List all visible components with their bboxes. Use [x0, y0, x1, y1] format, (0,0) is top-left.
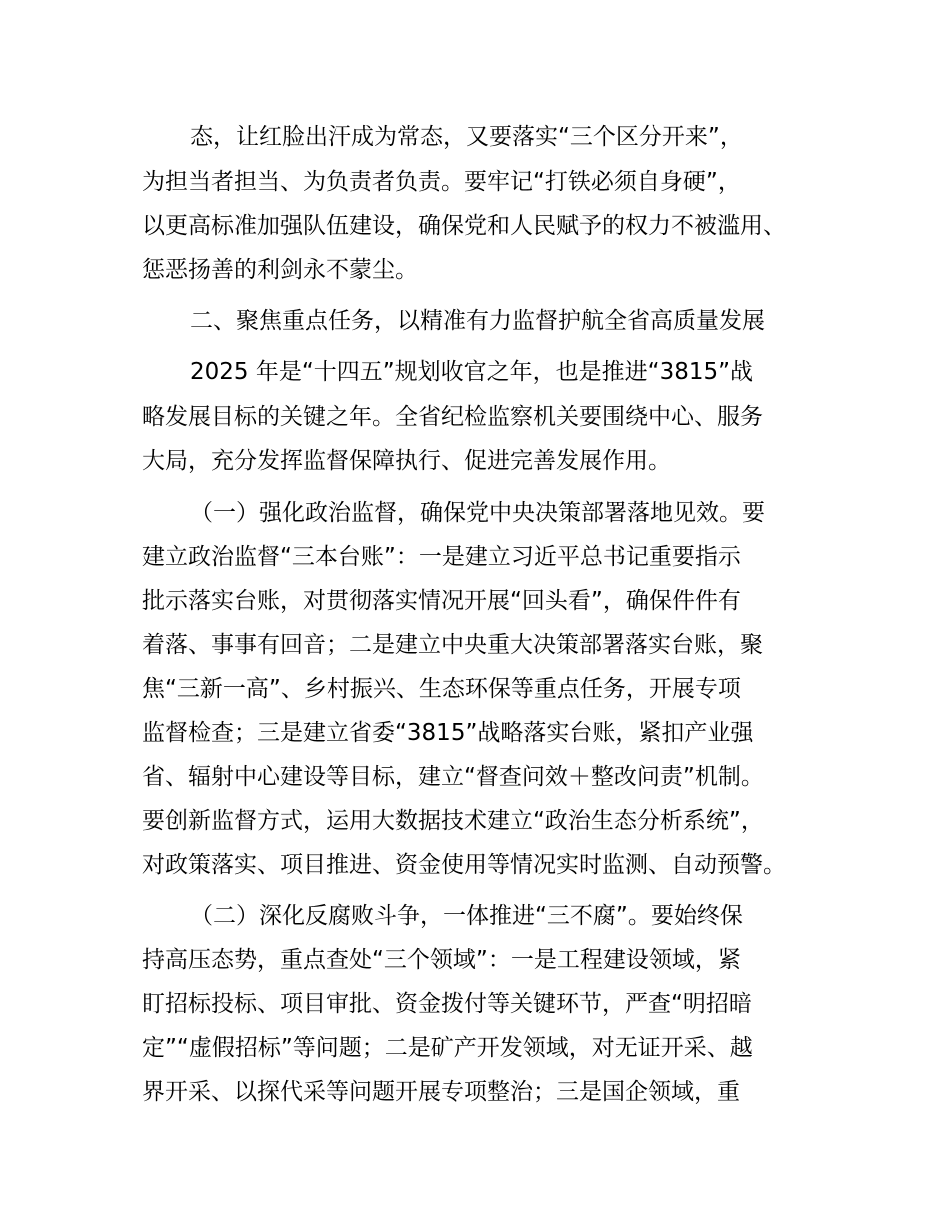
text-line-1: 态，让红脸出汗成为常态，又要落实“三个区分开来”，	[190, 124, 743, 150]
text-line-14: 监督检查；三是建立省委“3815”战略落实台账，紧扣产业强	[142, 720, 754, 746]
text-line-3: 以更高标准加强队伍建设，确保党和人民赋予的权力不被滥用、	[142, 213, 786, 239]
text-line-4: 惩恶扬善的利剑永不蒙尘。	[142, 257, 418, 283]
text-line-15: 省、辐射中心建设等目标，建立“督查问效＋整改问责”机制。	[142, 764, 764, 790]
text-line-6: 2025 年是“十四五”规划收官之年，也是推进“3815”战	[190, 359, 754, 385]
text-line-19: 持高压态势，重点查处“三个领域”：一是工程建设领域，紧	[142, 947, 741, 973]
text-line-10: 建立政治监督“三本台账”：一是建立习近平总书记重要指示	[142, 544, 741, 570]
subsection-2-line: （二）深化反腐败斗争，一体推进“三不腐”。要始终保	[190, 903, 743, 929]
text-line-12: 着落、事事有回音；二是建立中央重大决策部署落实台账，聚	[142, 632, 763, 658]
text-line-13: 焦“三新一高”、乡村振兴、生态环保等重点任务，开展专项	[142, 676, 741, 702]
text-line-21: 定”“虚假招标”等问题；二是矿产开发领域，对无证开采、越	[142, 1035, 753, 1061]
text-line-22: 界开采、以探代采等问题开展专项整治；三是国企领域，重	[142, 1079, 740, 1105]
text-line-7: 略发展目标的关键之年。全省纪检监察机关要围绕中心、服务	[142, 404, 763, 430]
text-line-11: 批示落实台账，对贯彻落实情况开展“回头看”，确保件件有	[142, 588, 741, 614]
text-line-2: 为担当者担当、为负责者负责。要牢记“打铁必须自身硬”，	[142, 169, 741, 195]
text-line-17: 对政策落实、项目推进、资金使用等情况实时监测、自动预警。	[142, 852, 786, 878]
text-line-16: 要创新监督方式，运用大数据技术建立“政治生态分析系统”，	[142, 808, 764, 834]
text-line-8: 大局，充分发挥监督保障执行、促进完善发展作用。	[142, 448, 671, 474]
text-line-20: 盯招标投标、项目审批、资金拨付等关键环节，严查“明招暗	[142, 991, 752, 1017]
subsection-1-line: （一）强化政治监督，确保党中央决策部署落地见效。要	[190, 500, 765, 526]
section-heading: 二、聚焦重点任务，以精准有力监督护航全省高质量发展	[190, 308, 765, 334]
